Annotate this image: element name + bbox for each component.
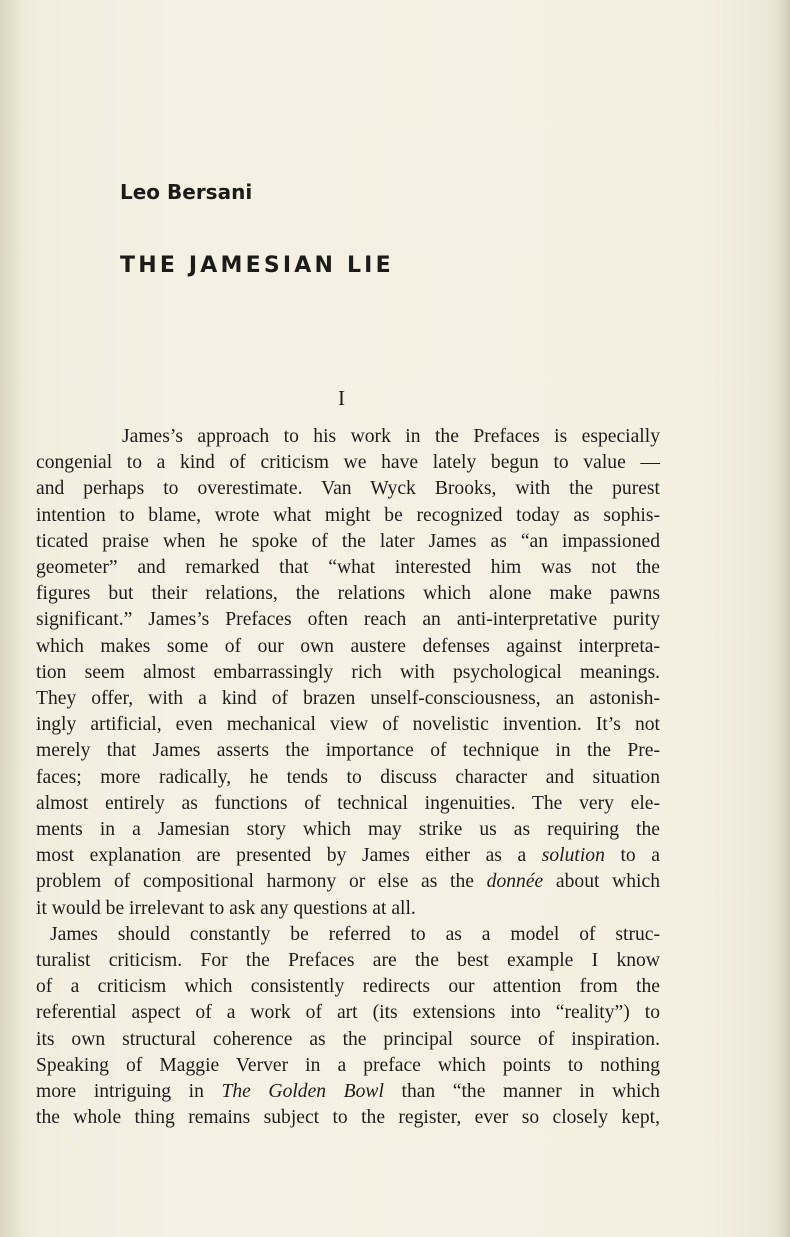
chapter-title: THE JAMESIAN LIE	[120, 253, 394, 278]
text-line: ticated praise when he spoke of the later James as “an impassioned	[36, 530, 660, 552]
text-line: figures but their relations, the relations which alone make pawns	[36, 583, 660, 605]
text-line: Speaking of Maggie Verver in a preface which points to nothing	[36, 1054, 660, 1076]
text-line: of a criticism which consistently redirects our attention from the	[36, 976, 660, 998]
text-line: ments in a Jamesian story which may strike us as requiring the	[36, 819, 660, 841]
text-line: James should constantly be referred to as a model of struc-	[50, 923, 660, 945]
author-name: Leo Bersani	[120, 180, 253, 204]
text-line-with-italic: more intriguing in The Golden Bowl than “the manner in which	[36, 1081, 660, 1103]
text-line: almost entirely as functions of technical ingenuities. The very ele-	[36, 792, 660, 814]
italic-phrase: solution	[541, 845, 605, 867]
text-line: significant.” James’s Prefaces often reach an anti-interpretative purity	[36, 609, 660, 631]
page-edge	[774, 0, 790, 1237]
text-line: it would be irrelevant to ask any questions at all.	[36, 897, 416, 919]
text-line-with-italic: problem of compositional harmony or else as the donnée about which	[36, 871, 660, 893]
text-line: turalist criticism. For the Prefaces are the best example I know	[36, 950, 660, 972]
text-line: ingly artificial, even mechanical view of novelistic invention. It’s not	[36, 714, 660, 736]
italic-phrase: The Golden Bowl	[221, 1081, 384, 1103]
text-line: its own structural coherence as the principal source of inspiration.	[36, 1028, 660, 1050]
gutter-shadow	[0, 0, 22, 1237]
text-line: congenial to a kind of criticism we have lately begun to value —	[36, 452, 660, 474]
text-line: tion seem almost embarrassingly rich with psychological meanings.	[36, 661, 660, 683]
text-line: James’s approach to his work in the Prefaces is especially	[122, 426, 660, 447]
paragraph-2	[36, 922, 660, 1132]
section-numeral: I	[338, 386, 345, 410]
text-line-with-italic: most explanation are presented by James either as a solution to a	[36, 845, 660, 867]
text-line: geometer” and remarked that “what interested him was not the	[36, 557, 660, 579]
text-line: faces; more radically, he tends to discuss character and situation	[36, 766, 660, 788]
italic-phrase: donnée	[486, 871, 544, 893]
paragraph-1	[36, 424, 660, 922]
text-line: They offer, with a kind of brazen unself-consciousness, an astonish-	[36, 688, 660, 710]
body-text	[36, 424, 660, 1131]
text-line: merely that James asserts the importance of technique in the Pre-	[36, 740, 660, 762]
text-line: the whole thing remains subject to the register, ever so closely kept,	[36, 1107, 660, 1129]
text-line: which makes some of our own austere defenses against interpreta-	[36, 635, 660, 657]
text-line: referential aspect of a work of art (its extensions into “reality”) to	[36, 1002, 660, 1024]
text-line: intention to blame, wrote what might be recognized today as sophis-	[36, 504, 660, 526]
text-line: and perhaps to overestimate. Van Wyck Brooks, with the purest	[36, 478, 660, 500]
